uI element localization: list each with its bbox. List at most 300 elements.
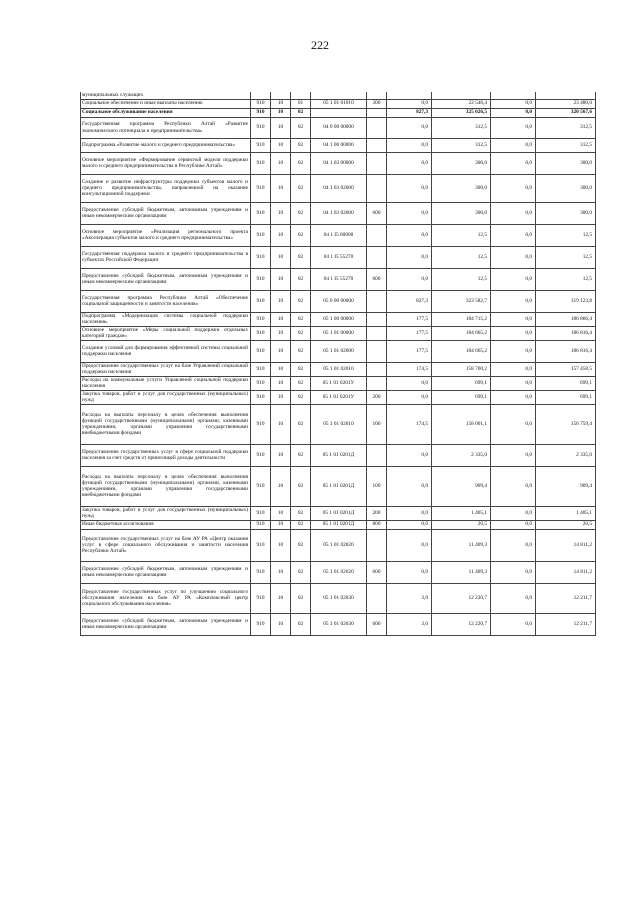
subsection-code-cell: 02 (291, 376, 311, 390)
target-article-cell: 05 1 01 0201Д (311, 520, 367, 529)
row-name-cell: Расходы на выплаты персоналу в целях обеспечения выполнения функций государственными (муниципальными) органами, казенными учреждениями, органами управления государственными внебюджетными фондами (81, 466, 251, 506)
amount-1-cell: 0,0 (387, 268, 432, 290)
ministry-code-cell: 910 (251, 117, 271, 138)
ministry-code-cell: 910 (251, 583, 271, 613)
table-row (81, 520, 596, 529)
amount-1-cell: 0,0 (387, 444, 432, 466)
amount-2-cell: 300,0 (432, 174, 491, 202)
table-row (81, 561, 596, 583)
target-article-cell: 05 1 01 02020 (311, 561, 367, 583)
table-row (81, 340, 596, 362)
row-name-cell: Создание условий для формирования эффективной системы социальной поддержки населения (81, 340, 251, 362)
ministry-code-cell: 910 (251, 99, 271, 108)
table-row (81, 108, 596, 117)
amount-1-cell: 177,5 (387, 340, 432, 362)
amount-3-cell: 0,0 (491, 529, 536, 561)
table-row (81, 174, 596, 202)
ministry-code-cell: 910 (251, 152, 271, 174)
subsection-code-cell: 02 (291, 268, 311, 290)
subsection-code-cell: 02 (291, 152, 311, 174)
amount-4-cell: 312,5 (536, 138, 596, 152)
amount-3-cell: 0,0 (491, 108, 536, 117)
row-name-cell: Предоставление субсидий бюджетным, автономным учреждениям и иным некоммерческим организациям (81, 202, 251, 224)
table-row (81, 246, 596, 268)
subsection-code-cell: 02 (291, 506, 311, 520)
amount-1-cell: 827,3 (387, 108, 432, 117)
amount-1-cell: 3,0 (387, 613, 432, 635)
amount-4-cell: 319 123,8 (536, 290, 596, 312)
amount-2-cell: 2 335,0 (432, 444, 491, 466)
amount-4-cell: 12,5 (536, 268, 596, 290)
ministry-code-cell: 910 (251, 174, 271, 202)
subsection-code-cell: 02 (291, 202, 311, 224)
amount-2-cell: 909,4 (432, 466, 491, 506)
expense-type-cell (367, 246, 387, 268)
amount-2-cell: 184 665,2 (432, 326, 491, 340)
amount-1-cell (387, 92, 432, 99)
amount-3-cell: 0,0 (491, 561, 536, 583)
amount-4-cell: 12 211,7 (536, 583, 596, 613)
section-code-cell (271, 92, 291, 99)
table-row (81, 466, 596, 506)
amount-1-cell: 0,0 (387, 376, 432, 390)
table-row (81, 613, 596, 635)
amount-3-cell: 0,0 (491, 152, 536, 174)
ministry-code-cell (251, 92, 271, 99)
amount-2-cell: 184 715,2 (432, 312, 491, 326)
subsection-code-cell: 02 (291, 561, 311, 583)
table-row (81, 92, 596, 99)
subsection-code-cell: 02 (291, 174, 311, 202)
section-code-cell: 10 (271, 520, 291, 529)
target-article-cell: 05 1 01 00000 (311, 326, 367, 340)
amount-4-cell: 23 480,0 (536, 99, 596, 108)
section-code-cell: 10 (271, 404, 291, 444)
table-row (81, 506, 596, 520)
amount-3-cell: 0,0 (491, 444, 536, 466)
table-row (81, 224, 596, 246)
amount-1-cell: 0,0 (387, 117, 432, 138)
target-article-cell: 05 1 00 00000 (311, 312, 367, 326)
ministry-code-cell: 910 (251, 390, 271, 404)
row-name-cell: Основное мероприятие «Формирование сервисной модели поддержки малого и среднего предпринимательства в Республике Алтай» (81, 152, 251, 174)
expense-type-cell (367, 340, 387, 362)
table-row (81, 202, 596, 224)
section-code-cell: 10 (271, 583, 291, 613)
row-name-cell: Предоставление субсидий бюджетным, автономным учреждениям и иным некоммерческим организациям (81, 561, 251, 583)
expense-type-cell (367, 583, 387, 613)
amount-4-cell: 20,5 (536, 520, 596, 529)
section-code-cell: 10 (271, 506, 291, 520)
amount-4-cell: 320 567,6 (536, 108, 596, 117)
amount-2-cell: 11 409,3 (432, 529, 491, 561)
amount-3-cell: 0,0 (491, 362, 536, 376)
row-name-cell: Иные бюджетные ассигнования (81, 520, 251, 529)
amount-3-cell: 0,0 (491, 466, 536, 506)
target-article-cell: 05 1 01 02010 (311, 362, 367, 376)
amount-2-cell: 699,1 (432, 390, 491, 404)
row-name-cell: Расходы на выплаты персоналу в целях обеспечения выполнения функций государственными (муниципальными) органами, казенными учреждениями, органами управления государственными внебюджетными фондами (81, 404, 251, 444)
amount-2-cell: 300,0 (432, 152, 491, 174)
amount-2-cell: 158 700,2 (432, 362, 491, 376)
section-code-cell: 10 (271, 529, 291, 561)
amount-1-cell: 177,5 (387, 312, 432, 326)
amount-1-cell: 177,5 (387, 326, 432, 340)
ministry-code-cell: 910 (251, 466, 271, 506)
section-code-cell: 10 (271, 326, 291, 340)
amount-4-cell: 300,0 (536, 152, 596, 174)
target-article-cell: 05 1 01 0201Д (311, 506, 367, 520)
target-article-cell: 04 1 I5 00000 (311, 224, 367, 246)
ministry-code-cell: 910 (251, 268, 271, 290)
amount-3-cell: 0,0 (491, 117, 536, 138)
expense-type-cell (367, 152, 387, 174)
amount-3-cell: 0,0 (491, 390, 536, 404)
amount-2-cell: 312,5 (432, 117, 491, 138)
row-name-cell: Расходы на коммунальные услуги Управлений социальной поддержки населения (81, 376, 251, 390)
amount-3-cell: 0,0 (491, 246, 536, 268)
expense-type-cell (367, 117, 387, 138)
amount-1-cell: 0,0 (387, 224, 432, 246)
row-name-cell: Государственная поддержка малого и среднего предпринимательства в субъектах Российской Федерации (81, 246, 251, 268)
page-number: 222 (311, 38, 329, 52)
expense-type-cell (367, 529, 387, 561)
amount-3-cell: 0,0 (491, 404, 536, 444)
ministry-code-cell: 910 (251, 246, 271, 268)
amount-2-cell (432, 92, 491, 99)
amount-2-cell: 11 409,3 (432, 561, 491, 583)
section-code-cell: 10 (271, 268, 291, 290)
amount-2-cell: 12 220,7 (432, 583, 491, 613)
expense-type-cell: 100 (367, 466, 387, 506)
amount-3-cell: 0,0 (491, 202, 536, 224)
table-row (81, 362, 596, 376)
expense-type-cell (367, 108, 387, 117)
amount-4-cell: 12,5 (536, 246, 596, 268)
section-code-cell: 10 (271, 108, 291, 117)
expense-type-cell (367, 290, 387, 312)
section-code-cell: 10 (271, 362, 291, 376)
amount-4-cell: 14 811,2 (536, 529, 596, 561)
subsection-code-cell: 02 (291, 444, 311, 466)
ministry-code-cell: 910 (251, 138, 271, 152)
amount-3-cell: 0,0 (491, 312, 536, 326)
ministry-code-cell: 910 (251, 613, 271, 635)
amount-4-cell: 300,0 (536, 174, 596, 202)
row-name-cell: Социальное обслуживание населения (81, 108, 251, 117)
section-code-cell: 10 (271, 444, 291, 466)
expense-type-cell (367, 92, 387, 99)
target-article-cell (311, 92, 367, 99)
amount-2-cell: 325 026,5 (432, 108, 491, 117)
amount-4-cell: 12 211,7 (536, 613, 596, 635)
ministry-code-cell: 910 (251, 340, 271, 362)
amount-3-cell: 0,0 (491, 99, 536, 108)
row-name-cell: Предоставление государственных услуг в сфере социальной поддержки населения за счет средств от приносящей доходы деятельности (81, 444, 251, 466)
amount-1-cell: 0,0 (387, 390, 432, 404)
subsection-code-cell: 02 (291, 290, 311, 312)
subsection-code-cell: 02 (291, 390, 311, 404)
target-article-cell: 04 0 00 00000 (311, 117, 367, 138)
expense-type-cell: 200 (367, 506, 387, 520)
ministry-code-cell: 910 (251, 202, 271, 224)
table-row (81, 583, 596, 613)
row-name-cell: Предоставление государственных услуг по улучшению социального обслуживания населения на базе АУ РА «Комплексный центр социального обслуживания населения» (81, 583, 251, 613)
target-article-cell: 05 1 01 0201У (311, 376, 367, 390)
section-code-cell: 10 (271, 466, 291, 506)
amount-2-cell: 300,0 (432, 202, 491, 224)
amount-3-cell: 0,0 (491, 224, 536, 246)
expense-type-cell: 600 (367, 268, 387, 290)
expense-type-cell: 800 (367, 520, 387, 529)
ministry-code-cell: 910 (251, 520, 271, 529)
amount-2-cell: 323 582,7 (432, 290, 491, 312)
subsection-code-cell: 02 (291, 362, 311, 376)
row-name-cell: Закупка товаров, работ и услуг для государственных (муниципальных) нужд (81, 390, 251, 404)
expense-type-cell: 600 (367, 202, 387, 224)
section-code-cell: 10 (271, 246, 291, 268)
expense-type-cell (367, 444, 387, 466)
row-name-cell: Подпрограмма «Развитие малого и среднего предпринимательства» (81, 138, 251, 152)
ministry-code-cell: 910 (251, 561, 271, 583)
amount-3-cell: 0,0 (491, 326, 536, 340)
row-name-cell: муниципальных служащих (81, 92, 251, 99)
table-body (81, 92, 596, 635)
expense-type-cell (367, 174, 387, 202)
table-row (81, 529, 596, 561)
row-name-cell: Основное мероприятие «Реализация регионального проекта «Акселерация субъектов малого и среднего предпринимательства» (81, 224, 251, 246)
amount-1-cell: 174,5 (387, 404, 432, 444)
amount-2-cell: 312,5 (432, 138, 491, 152)
table-row (81, 404, 596, 444)
target-article-cell: 04 1 I5 55270 (311, 268, 367, 290)
amount-1-cell: 0,0 (387, 529, 432, 561)
subsection-code-cell: 02 (291, 466, 311, 506)
ministry-code-cell: 910 (251, 404, 271, 444)
ministry-code-cell: 910 (251, 506, 271, 520)
amount-4-cell: 156 759,4 (536, 404, 596, 444)
expense-type-cell: 300 (367, 99, 387, 108)
expense-type-cell (367, 362, 387, 376)
amount-3-cell: 0,0 (491, 506, 536, 520)
row-name-cell: Государственная программа Республики Алтай «Обеспечение социальной защищенности и занятости населения» (81, 290, 251, 312)
section-code-cell: 10 (271, 99, 291, 108)
section-code-cell: 10 (271, 224, 291, 246)
table-row (81, 117, 596, 138)
row-name-cell: Закупка товаров, работ и услуг для государственных (муниципальных) нужд (81, 506, 251, 520)
section-code-cell: 10 (271, 290, 291, 312)
amount-2-cell: 12,5 (432, 268, 491, 290)
target-article-cell: 05 1 01 01010 (311, 99, 367, 108)
amount-2-cell: 22 546,4 (432, 99, 491, 108)
target-article-cell: 04 1 03 02000 (311, 202, 367, 224)
target-article-cell: 05 1 01 02010 (311, 404, 367, 444)
amount-3-cell (491, 92, 536, 99)
ministry-code-cell: 910 (251, 312, 271, 326)
ministry-code-cell: 910 (251, 326, 271, 340)
amount-2-cell: 20,5 (432, 520, 491, 529)
table-row (81, 268, 596, 290)
amount-3-cell: 0,0 (491, 174, 536, 202)
amount-3-cell: 0,0 (491, 290, 536, 312)
amount-2-cell: 12,5 (432, 224, 491, 246)
section-code-cell: 10 (271, 117, 291, 138)
subsection-code-cell: 01 (291, 99, 311, 108)
ministry-code-cell: 910 (251, 224, 271, 246)
section-code-cell: 10 (271, 138, 291, 152)
target-article-cell: 05 1 01 0201Д (311, 444, 367, 466)
section-code-cell: 10 (271, 561, 291, 583)
amount-4-cell: 699,1 (536, 390, 596, 404)
subsection-code-cell: 02 (291, 340, 311, 362)
row-name-cell: Предоставление государственных услуг на базе Управлений социальной поддержки населения (81, 362, 251, 376)
subsection-code-cell: 02 (291, 613, 311, 635)
row-name-cell: Предоставление государственных услуг на базе АУ РА «Центр оказания услуг в сфере социального обслуживания и занятости населения Республики Алтай» (81, 529, 251, 561)
ministry-code-cell: 910 (251, 529, 271, 561)
amount-3-cell: 0,0 (491, 613, 536, 635)
amount-4-cell: 186 816,4 (536, 326, 596, 340)
amount-4-cell: 157 458,5 (536, 362, 596, 376)
amount-2-cell: 699,1 (432, 376, 491, 390)
table-row (81, 138, 596, 152)
table-row (81, 326, 596, 340)
amount-1-cell: 0,0 (387, 202, 432, 224)
amount-4-cell (536, 92, 596, 99)
amount-4-cell: 2 335,0 (536, 444, 596, 466)
target-article-cell: 05 1 01 0201Д (311, 466, 367, 506)
amount-1-cell: 0,0 (387, 561, 432, 583)
amount-4-cell: 312,5 (536, 117, 596, 138)
subsection-code-cell: 02 (291, 404, 311, 444)
subsection-code-cell: 02 (291, 117, 311, 138)
expense-type-cell: 100 (367, 404, 387, 444)
amount-3-cell: 0,0 (491, 268, 536, 290)
amount-1-cell: 827,3 (387, 290, 432, 312)
amount-4-cell: 186 816,4 (536, 340, 596, 362)
table-row (81, 99, 596, 108)
amount-1-cell: 0,0 (387, 174, 432, 202)
amount-1-cell: 0,0 (387, 466, 432, 506)
table-row (81, 152, 596, 174)
subsection-code-cell: 02 (291, 583, 311, 613)
amount-3-cell: 0,0 (491, 376, 536, 390)
amount-4-cell: 186 866,4 (536, 312, 596, 326)
amount-3-cell: 0,0 (491, 583, 536, 613)
amount-4-cell: 300,0 (536, 202, 596, 224)
amount-2-cell: 1 405,1 (432, 506, 491, 520)
target-article-cell: 05 1 01 02030 (311, 613, 367, 635)
target-article-cell (311, 108, 367, 117)
expense-type-cell (367, 224, 387, 246)
expense-type-cell: 200 (367, 390, 387, 404)
target-article-cell: 05 1 01 02000 (311, 340, 367, 362)
amount-1-cell: 0,0 (387, 520, 432, 529)
amount-3-cell: 0,0 (491, 520, 536, 529)
section-code-cell: 10 (271, 312, 291, 326)
table-row (81, 312, 596, 326)
amount-1-cell: 174,5 (387, 362, 432, 376)
target-article-cell: 05 1 01 02020 (311, 529, 367, 561)
row-name-cell: Создание и развитие инфраструктуры поддержки субъектов малого и среднего предпринимательства, направленной на оказание консультационной поддержки (81, 174, 251, 202)
table-row (81, 376, 596, 390)
target-article-cell: 04 1 I5 55270 (311, 246, 367, 268)
ministry-code-cell: 910 (251, 362, 271, 376)
amount-4-cell: 1 405,1 (536, 506, 596, 520)
row-name-cell: Предоставление субсидий бюджетным, автономным учреждениям и иным некоммерческим организациям (81, 613, 251, 635)
section-code-cell: 10 (271, 174, 291, 202)
amount-1-cell: 0,0 (387, 152, 432, 174)
target-article-cell: 04 1 03 02000 (311, 174, 367, 202)
expense-type-cell: 600 (367, 613, 387, 635)
amount-1-cell: 0,0 (387, 246, 432, 268)
table-row (81, 444, 596, 466)
ministry-code-cell: 910 (251, 444, 271, 466)
subsection-code-cell: 02 (291, 224, 311, 246)
expense-type-cell: 600 (367, 561, 387, 583)
expense-type-cell (367, 376, 387, 390)
section-code-cell: 10 (271, 340, 291, 362)
target-article-cell: 04 1 00 00000 (311, 138, 367, 152)
amount-2-cell: 158 001,1 (432, 404, 491, 444)
ministry-code-cell: 910 (251, 108, 271, 117)
ministry-code-cell: 910 (251, 290, 271, 312)
expense-type-cell (367, 138, 387, 152)
subsection-code-cell: 02 (291, 520, 311, 529)
table-row (81, 290, 596, 312)
section-code-cell: 10 (271, 376, 291, 390)
row-name-cell: Предоставление субсидий бюджетным, автономным учреждениям и иным некоммерческим организациям (81, 268, 251, 290)
subsection-code-cell: 02 (291, 138, 311, 152)
amount-2-cell: 184 665,2 (432, 340, 491, 362)
row-name-cell: Государственная программа Республики Алтай «Развитие экономического потенциала и предпринимательства» (81, 117, 251, 138)
amount-4-cell: 909,4 (536, 466, 596, 506)
amount-2-cell: 12 220,7 (432, 613, 491, 635)
section-code-cell: 10 (271, 613, 291, 635)
target-article-cell: 05 1 01 0201У (311, 390, 367, 404)
ministry-code-cell: 910 (251, 376, 271, 390)
amount-4-cell: 699,1 (536, 376, 596, 390)
subsection-code-cell: 02 (291, 246, 311, 268)
table-row (81, 390, 596, 404)
section-code-cell: 10 (271, 152, 291, 174)
subsection-code-cell: 02 (291, 326, 311, 340)
amount-1-cell: 0,0 (387, 138, 432, 152)
amount-2-cell: 12,5 (432, 246, 491, 268)
row-name-cell: Социальное обеспечение и иные выплаты населению (81, 99, 251, 108)
budget-table (80, 92, 596, 636)
subsection-code-cell: 02 (291, 529, 311, 561)
subsection-code-cell: 02 (291, 108, 311, 117)
section-code-cell: 10 (271, 390, 291, 404)
amount-4-cell: 14 811,2 (536, 561, 596, 583)
target-article-cell: 04 1 03 00000 (311, 152, 367, 174)
row-name-cell: Подпрограмма «Модернизация системы социальной поддержки населения» (81, 312, 251, 326)
target-article-cell: 05 0 00 00000 (311, 290, 367, 312)
subsection-code-cell (291, 92, 311, 99)
section-code-cell: 10 (271, 202, 291, 224)
amount-3-cell: 0,0 (491, 340, 536, 362)
amount-1-cell: 0,0 (387, 506, 432, 520)
subsection-code-cell: 02 (291, 312, 311, 326)
amount-1-cell: 0,0 (387, 99, 432, 108)
row-name-cell: Основное мероприятие «Меры социальной поддержки отдельных категорий граждан» (81, 326, 251, 340)
amount-4-cell: 12,5 (536, 224, 596, 246)
target-article-cell: 05 1 01 02030 (311, 583, 367, 613)
expense-type-cell (367, 326, 387, 340)
expense-type-cell (367, 312, 387, 326)
amount-1-cell: 3,0 (387, 583, 432, 613)
amount-3-cell: 0,0 (491, 138, 536, 152)
